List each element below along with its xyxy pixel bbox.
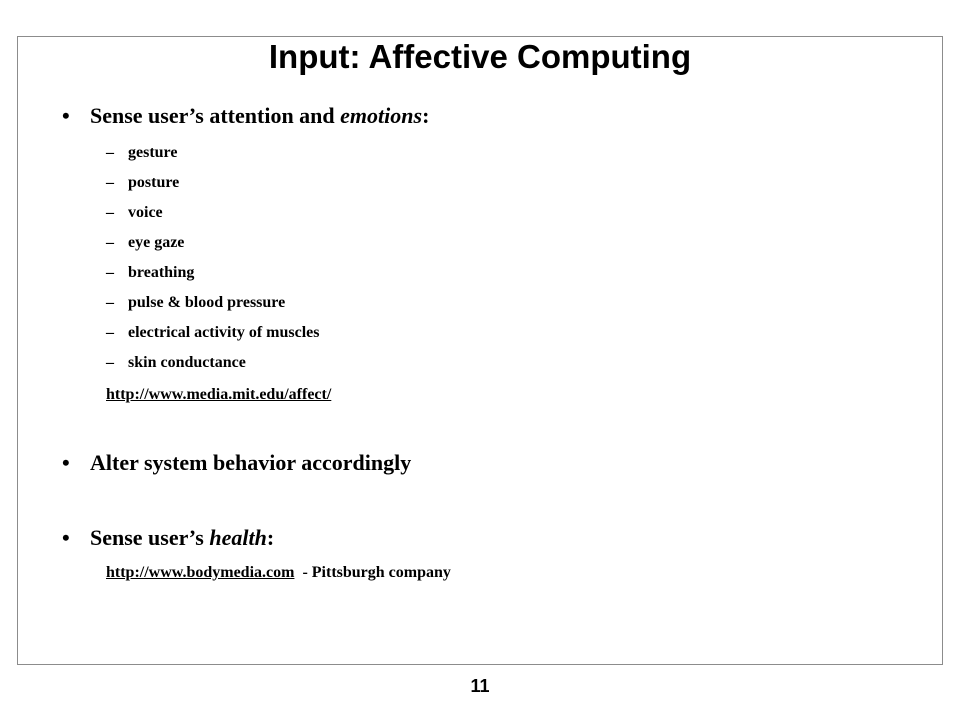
bullet-suffix: : xyxy=(422,103,430,128)
sub-item-label: eye gaze xyxy=(128,234,185,251)
sub-item xyxy=(106,263,194,283)
sub-item xyxy=(106,173,179,193)
sub-item-label: electrical activity of muscles xyxy=(128,324,320,341)
bullet-text: Alter system behavior accordingly xyxy=(90,450,412,475)
bullet-marker: • xyxy=(62,450,70,475)
sub-item-label: posture xyxy=(128,174,180,191)
bullet-text: Sense user’s xyxy=(90,525,210,550)
sub-item xyxy=(106,293,285,313)
sub-marker: – xyxy=(106,174,114,191)
bullet-suffix: : xyxy=(266,525,275,550)
sub-marker: – xyxy=(106,324,114,341)
sub-marker: – xyxy=(106,264,114,281)
sub-marker: – xyxy=(106,294,114,311)
bullet-emphasis: health xyxy=(209,525,267,550)
sub-marker: – xyxy=(106,144,114,161)
bullet-text: Sense user’s attention and xyxy=(90,103,341,128)
sub-item-label: gesture xyxy=(128,144,178,161)
affect-link[interactable]: http://www.media.mit.edu/affect/ xyxy=(106,386,332,403)
bodymedia-link[interactable]: http://www.bodymedia.com xyxy=(106,564,295,581)
sub-item xyxy=(106,323,319,343)
bullet-alter-behavior xyxy=(62,450,411,476)
bullet-attention-emotions xyxy=(62,103,429,129)
bodymedia-link-suffix: - Pittsburgh company xyxy=(302,564,451,581)
bullet-sense-health xyxy=(62,525,274,551)
affect-link-row xyxy=(106,385,331,405)
page-number: 11 xyxy=(470,676,490,696)
bullet-marker: • xyxy=(62,103,70,128)
sub-marker: – xyxy=(106,204,114,221)
sub-marker: – xyxy=(106,234,114,251)
sub-item xyxy=(106,203,163,223)
sub-item xyxy=(106,353,246,373)
sub-item xyxy=(106,233,184,253)
sub-item-label: pulse & blood pressure xyxy=(128,294,286,311)
sub-item-label: voice xyxy=(128,204,163,221)
sub-item-label: breathing xyxy=(128,264,195,281)
bullet-emphasis: emotions xyxy=(340,103,423,128)
sub-item xyxy=(106,143,177,163)
bodymedia-link-row xyxy=(106,563,451,583)
sub-item-label: skin conductance xyxy=(128,354,246,371)
sub-marker: – xyxy=(106,354,114,371)
bullet-marker: • xyxy=(62,525,70,550)
slide-title: Input: Affective Computing xyxy=(268,38,692,75)
